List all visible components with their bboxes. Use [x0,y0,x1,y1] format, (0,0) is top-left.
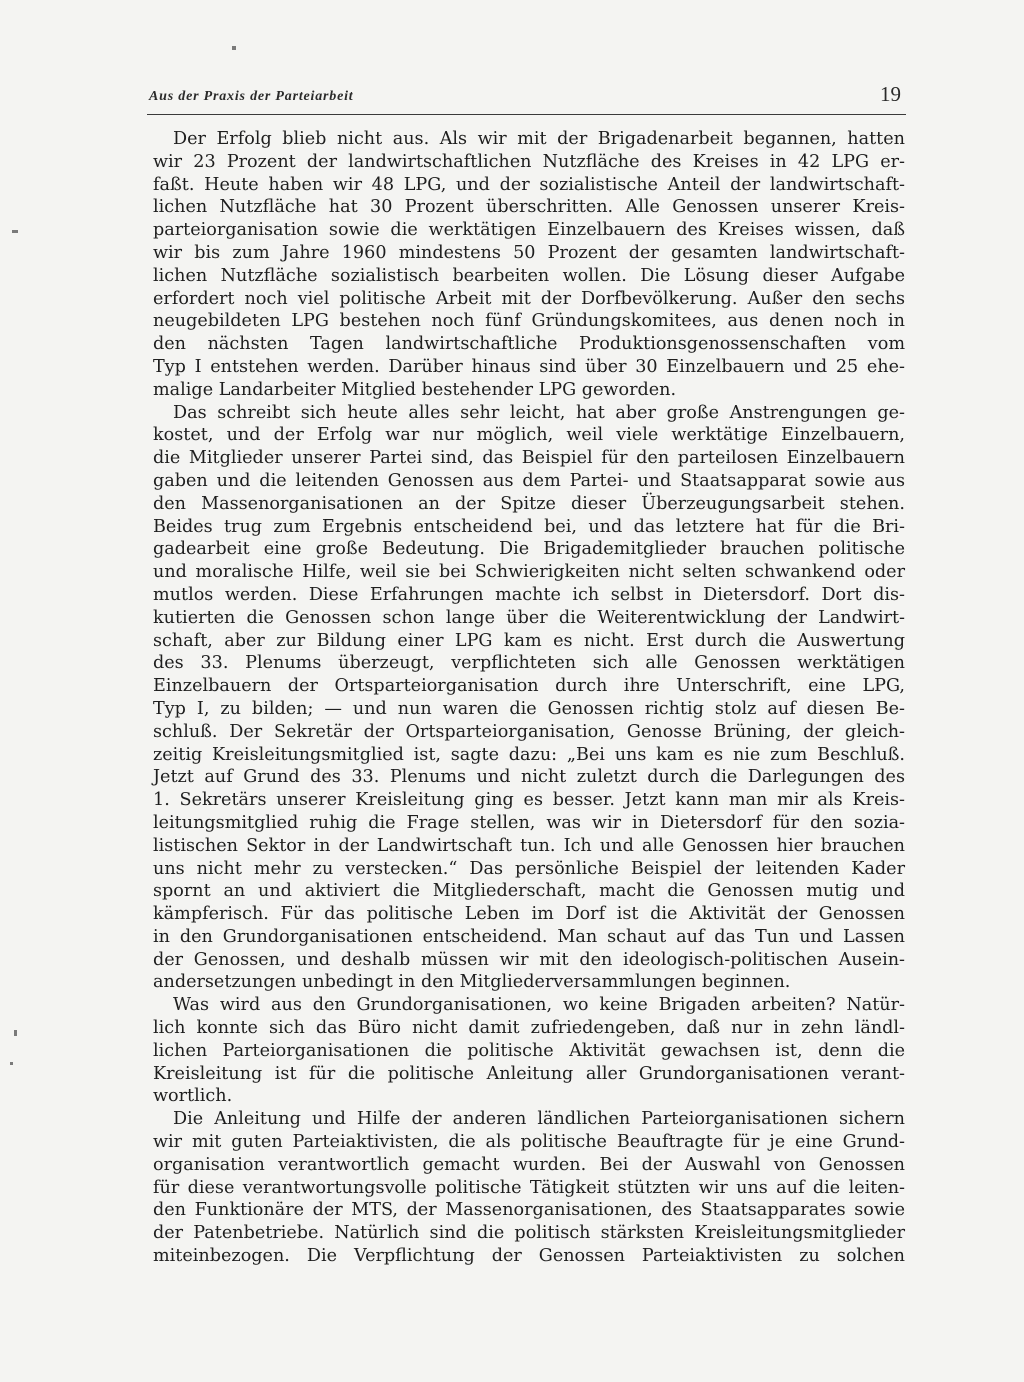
text-line: erfordert noch viel politische Arbeit mit der Dorfbevölkerung. Außer den sechs [153,288,905,309]
text-line: und moralische Hilfe, weil sie bei Schwierigkeiten nicht selten schwankend oder [153,562,905,583]
text-line: uns nicht mehr zu verstecken.“ Das persönliche Beispiel der leitenden Kader [153,858,905,879]
text-line: kämpferisch. Für das politische Leben im Dorf ist die Aktivität der Genossen [153,904,905,925]
text-line: wortlich. [153,1086,233,1107]
text-line: schaft, aber zur Bildung einer LPG kam es nicht. Erst durch die Auswertung [153,630,905,651]
scan-speck [12,230,18,233]
text-line: parteiorganisation sowie die werktätigen Einzelbauern des Kreises wissen, daß [153,220,905,241]
text-line: Was wird aus den Grundorganisationen, wo keine Brigaden arbeiten? Natür- [173,995,905,1016]
header-rule [147,114,906,115]
text-line: mutlos werden. Diese Erfahrungen machte ich selbst in Dietersdorf. Dort dis- [153,584,905,605]
text-line: miteinbezogen. Die Verpflichtung der Genossen Parteiaktivisten zu solchen [153,1246,905,1267]
text-line: wir 23 Prozent der landwirtschaftlichen Nutzfläche des Kreises in 42 LPG er- [153,151,905,172]
body-text [153,128,905,1268]
text-line: leitungsmitglied ruhig die Frage stellen, was wir in Dietersdorf für den sozia- [153,812,905,833]
text-line: Beides trug zum Ergebnis entscheidend bei, und das letztere hat für die Bri- [153,516,905,537]
text-line: malige Landarbeiter Mitglied bestehender LPG geworden. [153,379,677,400]
text-line: Einzelbauern der Ortsparteiorganisation durch ihre Unterschrift, eine LPG, [153,676,905,697]
text-line: den nächsten Tagen landwirtschaftliche Produktionsgenossenschaften vom [153,334,905,355]
text-line: kostet, und der Erfolg war nur möglich, weil viele werktätige Einzelbauern, [153,425,905,446]
text-line: wir mit guten Parteiaktivisten, die als politische Beauftragte für je eine Grund- [153,1132,905,1153]
text-line: Typ I entstehen werden. Darüber hinaus sind über 30 Einzelbauern und 25 ehe- [153,356,905,377]
text-line: lichen Nutzfläche hat 30 Prozent überschritten. Alle Genossen unserer Kreis- [153,197,905,218]
scan-speck [232,46,236,50]
text-line: Typ I, zu bilden; — und nun waren die Genossen richtig stolz auf diesen Be- [153,698,905,719]
text-line: Der Erfolg blieb nicht aus. Als wir mit der Brigadenarbeit begannen, hatten [173,129,905,149]
text-line: neugebildeten LPG bestehen noch fünf Gründungskomitees, aus denen noch in [153,311,905,332]
text-line: wir bis zum Jahre 1960 mindestens 50 Prozent der gesamten landwirtschaft- [153,242,905,263]
text-line: die Mitglieder unserer Partei sind, das Beispiel für den parteilosen Einzelbauern [153,448,905,469]
scan-speck [14,1030,17,1036]
text-line: den Massenorganisationen an der Spitze dieser Überzeugungsarbeit stehen. [153,493,905,514]
running-head: Aus der Praxis der Parteiarbeit [149,89,354,104]
text-line: andersetzungen unbedingt in den Mitgliederversammlungen beginnen. [153,972,791,993]
text-line: kutierten die Genossen schon lange über die Weiterentwicklung der Landwirt- [153,607,905,628]
page-header [149,82,905,112]
text-line: Das schreibt sich heute alles sehr leicht, hat aber große Anstrengungen ge- [173,402,905,423]
text-line: organisation verantwortlich gemacht wurden. Bei der Auswahl von Genossen [153,1154,905,1175]
text-line: den Funktionäre der MTS, der Massenorganisationen, des Staatsapparates sowie [153,1200,905,1221]
text-line: gadearbeit eine große Bedeutung. Die Brigademitglieder brauchen politische [153,539,905,560]
text-line: gaben und die leitenden Genossen aus dem Partei- und Staatsapparat sowie aus [153,470,905,491]
text-line: der Genossen, und deshalb müssen wir mit den ideologisch-politischen Ausein- [153,949,905,970]
text-line: Die Anleitung und Hilfe der anderen ländlichen Parteiorganisationen sichern [173,1109,905,1130]
text-line: spornt an und aktiviert die Mitgliederschaft, macht die Genossen mutig und [153,881,905,902]
text-line: lichen Nutzfläche sozialistisch bearbeiten wollen. Die Lösung dieser Aufgabe [153,265,905,286]
text-line: des 33. Plenums überzeugt, verpflichteten sich alle Genossen werktätigen [153,653,905,674]
text-line: listischen Sektor in der Landwirtschaft tun. Ich und alle Genossen hier brauchen [153,835,905,856]
text-line: lichen Parteiorganisationen die politische Aktivität gewachsen ist, denn die [153,1040,905,1061]
text-line: faßt. Heute haben wir 48 LPG, und der sozialistische Anteil der landwirtschaft- [153,174,905,195]
text-line: 1. Sekretärs unserer Kreisleitung ging es besser. Jetzt kann man mir als Kreis- [153,790,905,811]
text-line: schluß. Der Sekretär der Ortsparteiorganisation, Genosse Brüning, der gleich- [153,721,905,742]
page-number: 19 [880,82,901,106]
text-line: zeitig Kreisleitungsmitglied ist, sagte dazu: „Bei uns kam es nie zum Beschluß. [153,744,905,765]
text-line: in den Grundorganisationen entscheidend. Man schaut auf das Tun und Lassen [153,926,905,947]
text-line: der Patenbetriebe. Natürlich sind die politisch stärksten Kreisleitungsmitglieder [153,1223,905,1244]
text-line: Kreisleitung ist für die politische Anleitung aller Grundorganisationen verant- [153,1063,905,1084]
text-line: lich konnte sich das Büro nicht damit zufriedengeben, daß nur in zehn ländl- [153,1018,905,1039]
text-line: Jetzt auf Grund des 33. Plenums und nicht zuletzt durch die Darlegungen des [153,767,905,788]
text-line: für diese verantwortungsvolle politische Tätigkeit stützten wir uns auf die leiten- [153,1177,905,1198]
scan-speck [10,1062,13,1065]
